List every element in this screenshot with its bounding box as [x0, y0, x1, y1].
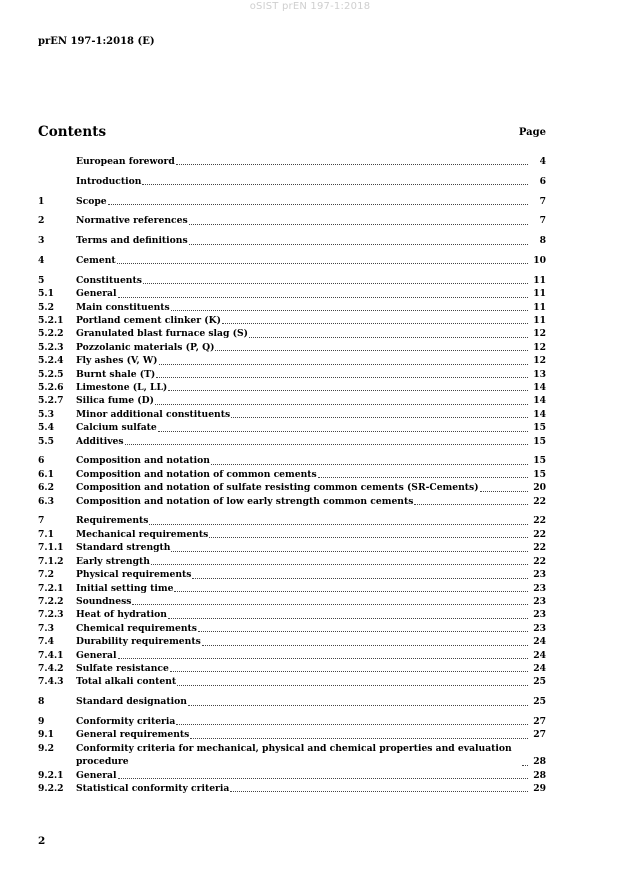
toc-entry-number: 5.2.7: [38, 395, 64, 407]
toc-entry-page: 15: [533, 422, 546, 434]
toc-entry[interactable]: [38, 495, 546, 508]
toc-entry-title: Pozzolanic materials (P, Q): [76, 341, 215, 353]
toc-entry-number: 7.1: [38, 528, 54, 540]
toc-entry-title: Introduction: [76, 175, 142, 187]
toc-dot-leader: [198, 631, 528, 632]
toc-dot-leader: [318, 477, 528, 478]
toc-dot-leader: [480, 491, 528, 492]
toc-entry-page: 23: [533, 582, 546, 594]
toc-dot-leader: [174, 591, 528, 592]
page-column-label: Page: [518, 127, 546, 138]
toc-entry-title: Conformity criteria for mechanical, physical and chemical properties and evaluation procedure: [76, 742, 512, 768]
toc-entry-number: 7.2.3: [38, 609, 64, 621]
toc-entry[interactable]: [38, 454, 546, 467]
toc-entry-title: Total alkali content: [76, 676, 177, 688]
toc-entry-title: Mechanical requirements: [76, 528, 209, 540]
toc-entry-page: 24: [533, 636, 546, 648]
toc-dot-leader: [125, 444, 528, 445]
toc-entry-page: 7: [539, 215, 546, 227]
toc-dot-leader: [171, 310, 528, 311]
toc-entry-number: 7.1.2: [38, 555, 64, 567]
toc-dot-leader: [202, 645, 528, 646]
toc-dot-leader: [155, 404, 528, 405]
toc-entry-title: Composition and notation of sulfate resisting common cements (SR-Cements): [76, 482, 479, 494]
toc-dot-leader: [170, 671, 528, 672]
toc-entry[interactable]: [38, 287, 546, 300]
toc-entry[interactable]: [38, 662, 546, 675]
toc-dot-leader: [522, 765, 528, 766]
toc-entry[interactable]: [38, 274, 546, 287]
table-of-contents: [38, 155, 546, 795]
toc-entry-page: 22: [533, 555, 546, 567]
toc-entry-number: 7.2: [38, 569, 54, 581]
toc-entry-title: Main constituents: [76, 301, 170, 313]
toc-entry[interactable]: [38, 368, 546, 381]
toc-dot-leader: [189, 244, 528, 245]
document-id: prEN 197-1:2018 (E): [38, 36, 155, 47]
toc-entry-title: Cement: [76, 254, 116, 266]
toc-entry[interactable]: [38, 214, 546, 227]
toc-entry[interactable]: [38, 695, 546, 708]
toc-dot-leader: [117, 263, 528, 264]
toc-dot-leader: [190, 738, 528, 739]
toc-entry-number: 6.3: [38, 495, 54, 507]
toc-entry-page: 14: [533, 382, 546, 394]
toc-entry-number: 5.2.4: [38, 355, 64, 367]
toc-entry[interactable]: [38, 715, 546, 728]
toc-entry[interactable]: [38, 327, 546, 340]
toc-entry[interactable]: [38, 742, 546, 769]
toc-dot-leader: [108, 204, 528, 205]
toc-entry[interactable]: [38, 568, 546, 581]
toc-entry[interactable]: [38, 468, 546, 481]
toc-entry-page: 23: [533, 609, 546, 621]
toc-entry-page: 22: [533, 528, 546, 540]
toc-entry-title: Initial setting time: [76, 582, 174, 594]
toc-entry-page: 15: [533, 455, 546, 467]
toc-entry-number: 6.1: [38, 468, 54, 480]
toc-entry-title: Terms and definitions: [76, 235, 188, 247]
toc-entry-number: 5.1: [38, 288, 54, 300]
toc-entry[interactable]: [38, 195, 546, 208]
toc-dot-leader: [132, 604, 528, 605]
toc-entry[interactable]: [38, 675, 546, 688]
toc-entry[interactable]: [38, 301, 546, 314]
toc-entry-title: Conformity criteria: [76, 715, 176, 727]
toc-entry-page: 7: [539, 195, 546, 207]
toc-entry-number: 7: [38, 515, 45, 527]
toc-dot-leader: [192, 578, 528, 579]
toc-dot-leader: [215, 350, 528, 351]
toc-entry-number: 5.3: [38, 408, 54, 420]
toc-entry-page: 11: [533, 315, 546, 326]
toc-entry-number: 5.2.2: [38, 328, 64, 340]
toc-entry[interactable]: [38, 155, 546, 168]
toc-entry-page: 15: [533, 468, 546, 480]
toc-entry-number: 5: [38, 274, 45, 286]
toc-entry-title: Soundness: [76, 595, 132, 607]
toc-entry[interactable]: [38, 635, 546, 648]
toc-entry-title: Constituents: [76, 274, 142, 286]
watermark: oSIST prEN 197-1:2018: [249, 1, 371, 12]
toc-dot-leader: [231, 417, 528, 418]
toc-entry-number: 7.2.2: [38, 595, 64, 607]
toc-entry-page: 28: [533, 756, 546, 768]
toc-entry[interactable]: [38, 421, 546, 434]
toc-entry-page: 10: [533, 254, 546, 266]
toc-entry-number: 5.2.3: [38, 341, 64, 353]
toc-entry-page: 23: [533, 595, 546, 607]
toc-entry-page: 20: [533, 482, 546, 494]
toc-entry-number: 9: [38, 715, 45, 727]
toc-entry-number: 5.2.1: [38, 315, 64, 326]
toc-dot-leader: [168, 618, 528, 619]
toc-entry-title: Statistical conformity criteria: [76, 782, 230, 794]
toc-entry-number: 1: [38, 195, 45, 207]
toc-entry-number: 7.1.1: [38, 542, 64, 554]
toc-entry-page: 25: [533, 676, 546, 688]
toc-entry-number: 4: [38, 254, 45, 266]
toc-entry-page: 22: [533, 542, 546, 554]
toc-entry[interactable]: [38, 649, 546, 662]
toc-entry-page: 12: [533, 328, 546, 340]
toc-entry-page: 25: [533, 696, 546, 708]
toc-entry-title: Physical requirements: [76, 569, 192, 581]
toc-entry-title: Minor additional constituents: [76, 408, 231, 420]
toc-entry-title: European foreword: [76, 156, 175, 167]
toc-entry-page: 14: [533, 408, 546, 420]
toc-dot-leader: [211, 464, 528, 465]
toc-entry-page: 11: [533, 301, 546, 313]
toc-entry-page: 4: [539, 156, 546, 167]
toc-entry-number: 5.2.6: [38, 382, 64, 394]
toc-entry-page: 28: [533, 769, 546, 781]
toc-entry[interactable]: [38, 528, 546, 541]
toc-entry-number: 7.2.1: [38, 582, 64, 594]
toc-entry-number: 7.4: [38, 636, 54, 648]
toc-dot-leader: [209, 537, 528, 538]
toc-entry-page: 8: [539, 235, 546, 247]
toc-entry[interactable]: [38, 435, 546, 448]
toc-entry[interactable]: [38, 582, 546, 595]
toc-entry-title: Portland cement clinker (K): [76, 315, 221, 326]
toc-entry-number: 5.4: [38, 422, 54, 434]
toc-entry[interactable]: [38, 394, 546, 407]
toc-dot-leader: [189, 224, 528, 225]
toc-entry-number: 7.4.3: [38, 676, 64, 688]
contents-title: Contents: [38, 124, 107, 140]
toc-entry-number: 3: [38, 235, 45, 247]
toc-entry-number: 6.2: [38, 482, 54, 494]
toc-entry-page: 15: [533, 435, 546, 447]
toc-dot-leader: [118, 297, 528, 298]
toc-entry-title: Silica fume (D): [76, 395, 154, 407]
toc-dot-leader: [159, 364, 528, 365]
toc-entry-title: Fly ashes (V, W): [76, 355, 158, 367]
toc-entry-page: 6: [539, 175, 546, 187]
toc-entry[interactable]: [38, 622, 546, 635]
toc-entry-number: 7.4.1: [38, 649, 64, 661]
toc-entry-title: Standard designation: [76, 696, 187, 708]
toc-entry[interactable]: [38, 175, 546, 188]
toc-entry-page: 27: [533, 729, 546, 741]
toc-entry[interactable]: [38, 254, 546, 267]
toc-entry-page: 22: [533, 495, 546, 507]
toc-dot-leader: [151, 564, 528, 565]
page-number: 2: [38, 835, 46, 847]
toc-dot-leader: [249, 337, 528, 338]
toc-dot-leader: [176, 724, 528, 725]
toc-entry-number: 9.1: [38, 729, 54, 741]
toc-entry[interactable]: [38, 782, 546, 795]
toc-entry[interactable]: [38, 555, 546, 568]
toc-entry-title: Standard strength: [76, 542, 171, 554]
toc-entry-title: General: [76, 769, 117, 781]
toc-dot-leader: [158, 431, 528, 432]
toc-entry-page: 14: [533, 395, 546, 407]
toc-entry[interactable]: [38, 541, 546, 554]
toc-entry[interactable]: [38, 514, 546, 527]
toc-entry-number: 7.3: [38, 622, 54, 634]
toc-dot-leader: [188, 705, 528, 706]
toc-entry-page: 22: [533, 515, 546, 527]
toc-dot-leader: [149, 524, 528, 525]
toc-entry[interactable]: [38, 769, 546, 782]
toc-entry-page: 11: [533, 288, 546, 300]
toc-dot-leader: [168, 390, 528, 391]
toc-entry-title: Chemical requirements: [76, 622, 197, 634]
toc-dot-leader: [230, 791, 528, 792]
toc-entry-page: 24: [533, 662, 546, 674]
toc-entry-title: Composition and notation of common cements: [76, 468, 317, 480]
toc-entry-title: Early strength: [76, 555, 150, 567]
toc-entry-title: General: [76, 288, 117, 300]
toc-entry-page: 23: [533, 569, 546, 581]
toc-entry[interactable]: [38, 341, 546, 354]
toc-entry-title: Requirements: [76, 515, 149, 527]
toc-entry-page: 24: [533, 649, 546, 661]
toc-entry[interactable]: [38, 728, 546, 741]
toc-entry-number: 5.5: [38, 435, 54, 447]
toc-entry-title: Limestone (L, LL): [76, 382, 168, 394]
toc-entry-title: General: [76, 649, 117, 661]
toc-dot-leader: [414, 504, 528, 505]
toc-entry[interactable]: [38, 354, 546, 367]
toc-entry-title: Composition and notation: [76, 455, 210, 467]
toc-entry-page: 23: [533, 622, 546, 634]
toc-entry-page: 13: [533, 368, 546, 380]
toc-entry-page: 29: [533, 782, 546, 794]
toc-dot-leader: [118, 658, 528, 659]
toc-entry-number: 6: [38, 455, 45, 467]
toc-dot-leader: [142, 184, 528, 185]
toc-entry-number: 7.4.2: [38, 662, 64, 674]
toc-entry-title: Composition and notation of low early strength common cements: [76, 495, 414, 507]
toc-entry-title: Calcium sulfate: [76, 422, 157, 434]
toc-dot-leader: [222, 323, 528, 324]
toc-dot-leader: [143, 283, 528, 284]
toc-entry[interactable]: [38, 608, 546, 621]
toc-entry-page: 27: [533, 715, 546, 727]
toc-entry-page: 12: [533, 341, 546, 353]
toc-entry-title: Granulated blast furnace slag (S): [76, 328, 248, 340]
toc-entry-number: 8: [38, 696, 45, 708]
toc-dot-leader: [156, 377, 528, 378]
toc-entry-title: Sulfate resistance: [76, 662, 169, 674]
contents-header: [38, 124, 546, 144]
toc-entry-title: Burnt shale (T): [76, 368, 156, 380]
toc-entry[interactable]: [38, 481, 546, 494]
toc-entry[interactable]: [38, 595, 546, 608]
toc-entry-number: 9.2: [38, 742, 54, 754]
toc-dot-leader: [177, 685, 528, 686]
toc-entry[interactable]: [38, 234, 546, 247]
toc-entry-page: 11: [533, 274, 546, 286]
toc-entry[interactable]: [38, 381, 546, 394]
toc-dot-leader: [118, 778, 528, 779]
toc-entry-title: Additives: [76, 435, 124, 447]
toc-entry-title: General requirements: [76, 729, 190, 741]
toc-entry-number: 9.2.1: [38, 769, 64, 781]
toc-entry-number: 9.2.2: [38, 782, 64, 794]
toc-entry-title: Durability requirements: [76, 636, 201, 648]
toc-entry[interactable]: [38, 314, 546, 327]
toc-entry-page: 12: [533, 355, 546, 367]
toc-entry-title: Scope: [76, 195, 107, 207]
toc-entry-title: Heat of hydration: [76, 609, 167, 621]
toc-entry[interactable]: [38, 408, 546, 421]
toc-entry-number: 2: [38, 215, 45, 227]
toc-entry-title: Normative references: [76, 215, 188, 227]
toc-entry-number: 5.2: [38, 301, 54, 313]
toc-entry-number: 5.2.5: [38, 368, 64, 380]
toc-dot-leader: [176, 164, 528, 165]
toc-dot-leader: [171, 551, 528, 552]
